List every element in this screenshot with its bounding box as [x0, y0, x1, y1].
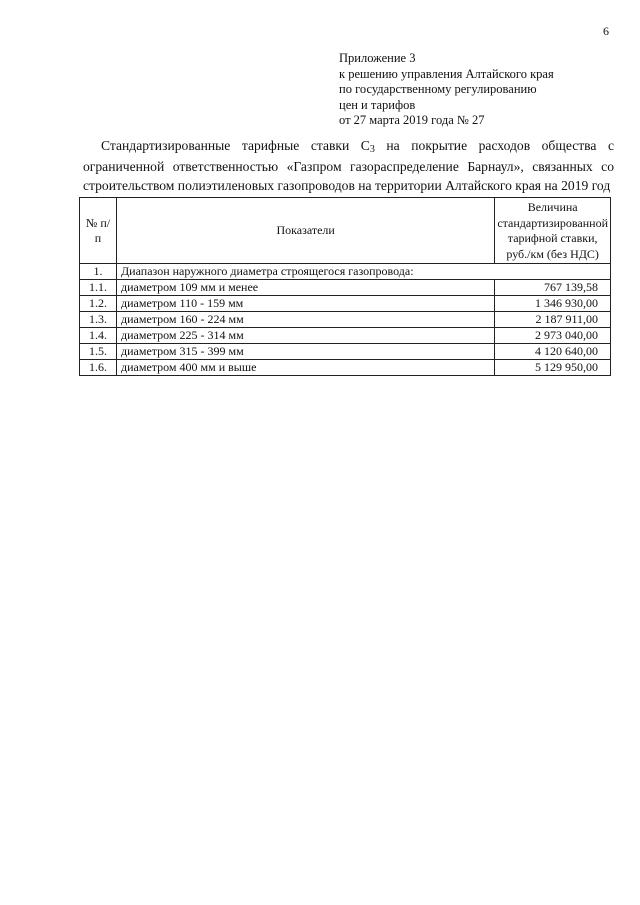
page-number: 6	[603, 24, 609, 38]
row-value: 1 346 930,00	[495, 296, 611, 312]
table-row	[80, 312, 611, 328]
appendix-line: к решению управления Алтайского края	[339, 66, 554, 81]
row-label: диаметром 109 мм и менее	[117, 280, 495, 296]
row-label: диаметром 315 - 399 мм	[117, 344, 495, 360]
appendix-title: Приложение 3	[339, 51, 416, 65]
row-label: диаметром 400 мм и выше	[117, 360, 495, 376]
row-number: 1.6.	[80, 360, 117, 376]
appendix-block	[339, 51, 554, 129]
table-row	[80, 328, 611, 344]
document-heading	[83, 136, 614, 195]
heading-text-end: на покрытие расходов общества с ограниченной ответственностью «Газпром газораспределение Барнаул», связанных со строительством полиэтиленовых газопроводов на территории Алтайского края на 2019 год	[83, 138, 614, 193]
row-number: 1.2.	[80, 296, 117, 312]
table-row	[80, 280, 611, 296]
table-row	[80, 360, 611, 376]
table-header-row	[80, 198, 611, 264]
table-row	[80, 296, 611, 312]
header-value: Величина стандартизированной тарифной ставки, руб./км (без НДС)	[495, 198, 611, 264]
heading-subscript: 3	[369, 144, 375, 155]
row-number: 1.4.	[80, 328, 117, 344]
row-label: диаметром 225 - 314 мм	[117, 328, 495, 344]
tariff-table	[79, 197, 611, 376]
row-label: диаметром 110 - 159 мм	[117, 296, 495, 312]
row-number: 1.	[80, 264, 117, 280]
heading-text-start: Стандартизированные тарифные ставки С	[101, 138, 370, 153]
appendix-date: от 27 марта 2019 года № 27	[339, 113, 485, 127]
table-row	[80, 344, 611, 360]
appendix-line: по государственному регулированию	[339, 82, 537, 96]
row-value: 5 129 950,00	[495, 360, 611, 376]
row-value: 2 187 911,00	[495, 312, 611, 328]
row-value: 4 120 640,00	[495, 344, 611, 360]
row-value: 2 973 040,00	[495, 328, 611, 344]
header-indicator: Показатели	[117, 198, 495, 264]
row-number: 1.1.	[80, 280, 117, 296]
row-label: Диапазон наружного диаметра строящегося газопровода:	[117, 264, 611, 280]
row-label: диаметром 160 - 224 мм	[117, 312, 495, 328]
row-number: 1.5.	[80, 344, 117, 360]
table-row	[80, 264, 611, 280]
appendix-line: цен и тарифов	[339, 97, 416, 112]
row-number: 1.3.	[80, 312, 117, 328]
header-number: № п/п	[80, 198, 117, 264]
row-value: 767 139,58	[495, 280, 611, 296]
